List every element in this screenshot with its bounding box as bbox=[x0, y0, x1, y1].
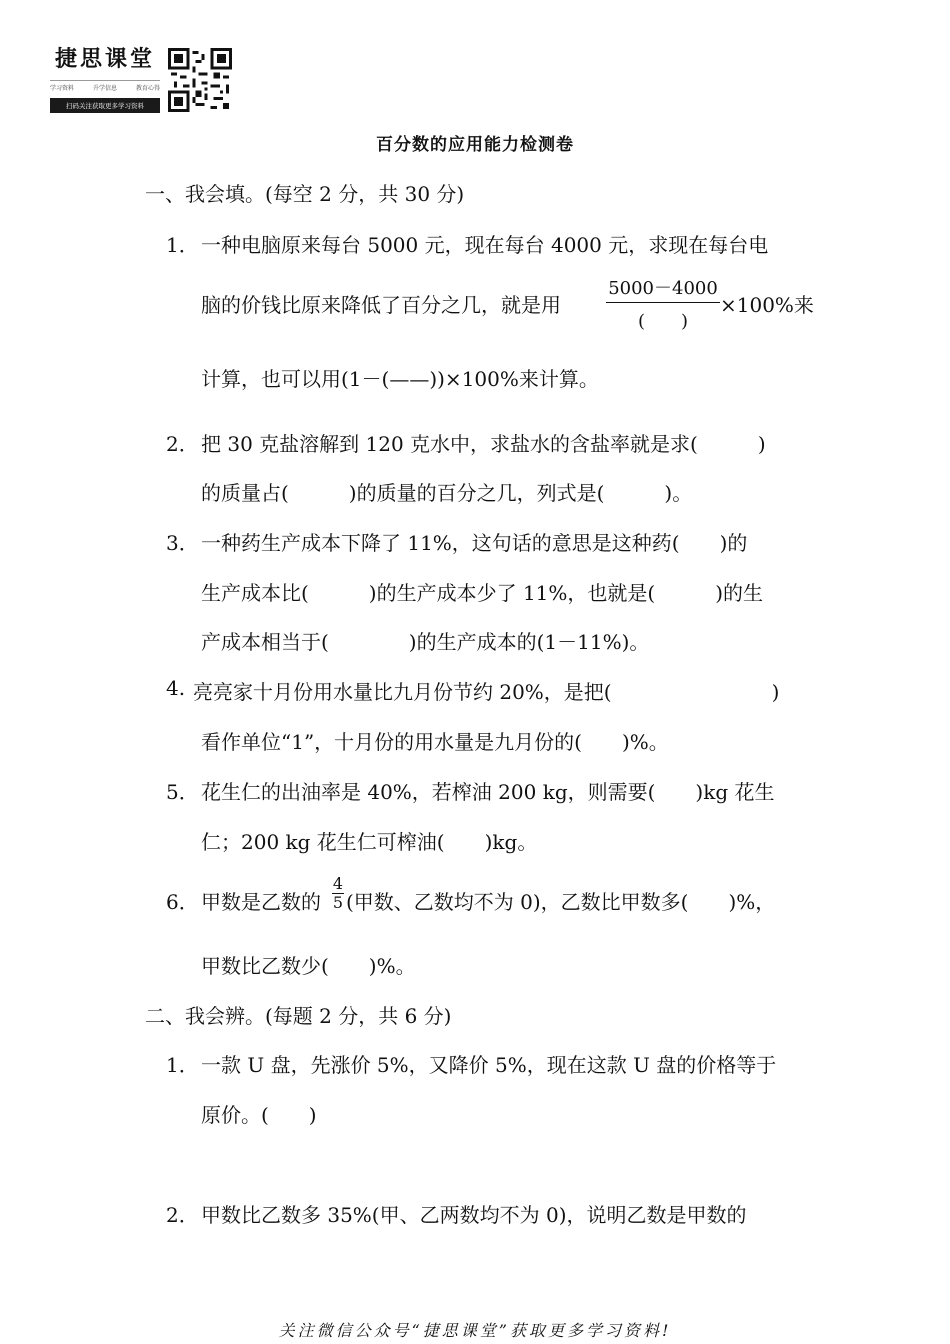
fraction-numerator: 4 bbox=[332, 874, 344, 893]
question-text: 仁；200 kg 花生仁可榨油( )kg。 bbox=[201, 830, 538, 854]
question-text: 亮亮家十月份用水量比九月份节约 20%，是把( ) bbox=[193, 680, 780, 704]
question-text: 的质量占( )的质量的百分之几，列式是( )。 bbox=[201, 481, 693, 505]
question-text: 脑的价钱比原来降低了百分之几，就是用 bbox=[201, 293, 561, 317]
brand-tag: 升学信息 bbox=[92, 85, 117, 92]
question-number: 2． bbox=[166, 1203, 199, 1227]
question-text: 一款 U 盘，先涨价 5%，又降价 5%，现在这款 U 盘的价格等于 bbox=[201, 1053, 777, 1077]
qr-code-icon bbox=[168, 48, 232, 112]
brand-name: 捷思课堂 bbox=[54, 46, 155, 72]
question-number: 2． bbox=[166, 432, 199, 456]
question-text: 看作单位“1”，十月份的用水量是九月份的( )%。 bbox=[201, 730, 669, 754]
question-number: 1． bbox=[166, 233, 199, 257]
question-text: 甲数比乙数多 35%(甲、乙两数均不为 0)，说明乙数是甲数的 bbox=[201, 1203, 747, 1227]
brand-tags bbox=[50, 80, 160, 92]
question-number: 1． bbox=[166, 1053, 199, 1077]
question-text: 甲数是乙数的 bbox=[201, 890, 321, 914]
question-number: 6． bbox=[166, 890, 199, 914]
fraction-denominator: ( ) bbox=[637, 311, 689, 332]
question-text: 甲数比乙数少( )%。 bbox=[201, 954, 416, 978]
section-1-heading: 一、我会填。(每空 2 分，共 30 分) bbox=[145, 182, 465, 206]
question-number: 4. bbox=[166, 676, 186, 700]
fraction bbox=[332, 875, 344, 912]
question-text: 原价。( ) bbox=[201, 1103, 317, 1127]
section-2-heading: 二、我会辨。(每题 2 分，共 6 分) bbox=[145, 1004, 452, 1028]
footer-note: 关注微信公众号“捷思课堂”获取更多学习资料! bbox=[278, 1321, 672, 1340]
question-number: 3． bbox=[166, 531, 199, 555]
question-text: 一种药生产成本下降了 11%，这句话的意思是这种药( )的 bbox=[201, 531, 748, 555]
brand-logo bbox=[50, 46, 160, 113]
fraction-numerator: 5000－4000 bbox=[606, 274, 720, 303]
question-text: ×100%来 bbox=[720, 293, 814, 317]
question-number: 5． bbox=[166, 780, 199, 804]
question-text: 花生仁的出油率是 40%，若榨油 200 kg，则需要( )kg 花生 bbox=[201, 780, 775, 804]
question-text: (甲数、乙数均不为 0)，乙数比甲数多( )%， bbox=[346, 890, 776, 914]
page-title: 百分数的应用能力检测卷 bbox=[376, 135, 574, 155]
question-text: 计算，也可以用(1－(——))×100%来计算。 bbox=[201, 367, 599, 391]
question-text: 一种电脑原来每台 5000 元，现在每台 4000 元，求现在每台电 bbox=[201, 233, 769, 257]
question-text: 产成本相当于( )的生产成本的(1－11%)。 bbox=[201, 630, 650, 654]
question-text: 把 30 克盐溶解到 120 克水中，求盐水的含盐率就是求( ) bbox=[201, 432, 766, 456]
brand-tag: 教育心得 bbox=[135, 85, 160, 92]
question-text: 生产成本比( )的生产成本少了 11%，也就是( )的生 bbox=[201, 581, 764, 605]
fraction-denominator: 5 bbox=[332, 893, 344, 912]
fraction bbox=[606, 274, 720, 333]
brand-tag: 学习资料 bbox=[50, 85, 75, 92]
brand-bar: 扫码关注获取更多学习资料 bbox=[50, 98, 160, 113]
